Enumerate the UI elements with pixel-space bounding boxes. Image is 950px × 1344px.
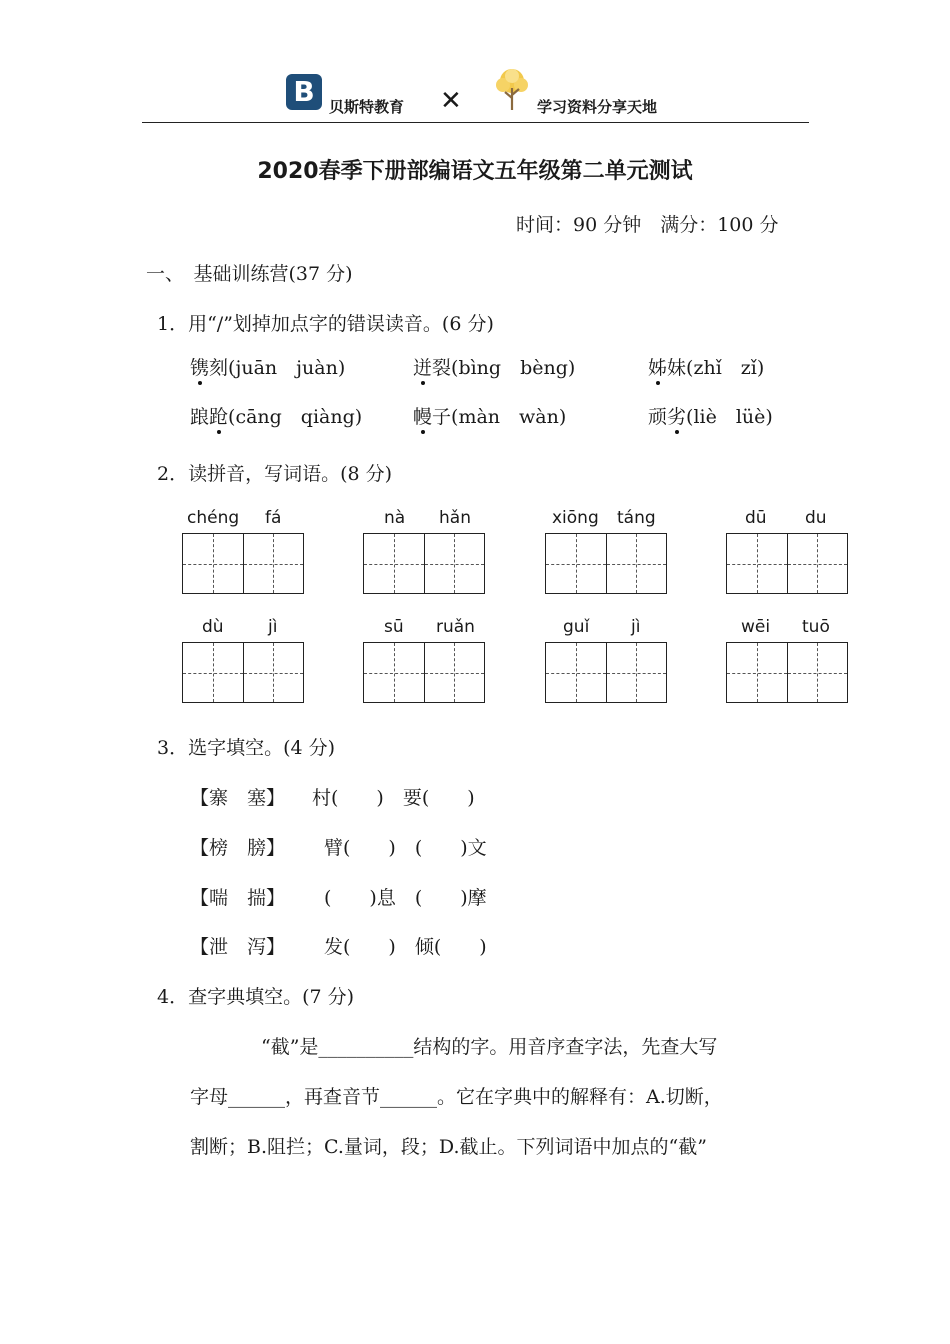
pinyin-label: táng xyxy=(617,508,656,528)
dotted-char: 姊 xyxy=(648,353,667,380)
pinyin-label: jì xyxy=(631,617,641,637)
cross-icon: ✕ xyxy=(440,86,462,116)
char-pair: 【喘 揣】 xyxy=(190,887,286,909)
word-char: 顽 xyxy=(648,406,668,428)
pinyin-label: jì xyxy=(268,617,278,637)
pinyin-label: sū xyxy=(384,617,404,637)
q1-item xyxy=(413,402,566,429)
section-heading: 一、 基础训练营(37 分) xyxy=(146,263,353,285)
pinyin-label: guǐ xyxy=(563,617,590,637)
char-pair: 【泄 泻】 xyxy=(190,936,286,958)
q1-item xyxy=(413,353,575,380)
dotted-char: 迸 xyxy=(413,353,432,380)
pinyin-label: chéng xyxy=(187,508,240,528)
word-char: 刻 xyxy=(209,357,229,379)
dotted-char: 劣 xyxy=(667,402,686,429)
q4-line: 字母______，再查音节______。它在字典中的解释有：A.切断， xyxy=(190,1086,723,1108)
q4-line: 割断；B.阻拦；C.量词，段；D.截止。下列词语中加点的“截” xyxy=(190,1136,707,1158)
tianzige-box[interactable] xyxy=(363,533,485,594)
pinyin-label: dù xyxy=(202,617,224,637)
char-pair: 【寨 塞】 xyxy=(190,787,286,809)
header-divider xyxy=(142,122,809,123)
q1-item xyxy=(648,402,773,429)
pinyin-options: (bìng bèng) xyxy=(451,357,576,379)
brand-right: 学习资料分享天地 xyxy=(537,98,658,116)
word-char: 裂 xyxy=(432,357,452,379)
dotted-char: 跄 xyxy=(209,402,228,429)
q4-line: “截”是__________结构的字。用音序查字法，先查大写 xyxy=(261,1036,718,1058)
pinyin-label: ruǎn xyxy=(436,617,475,637)
tree-logo-icon xyxy=(492,68,532,112)
page-title: 2020春季下册部编语文五年级第二单元测试 xyxy=(257,159,693,184)
dotted-char: 幔 xyxy=(413,402,432,429)
fill-blanks[interactable]: ( )息 ( )摩 xyxy=(324,887,487,909)
word-char: 踉 xyxy=(190,406,210,428)
q3-prompt: 3．选字填空。(4 分) xyxy=(157,737,336,759)
pinyin-label: wēi xyxy=(741,617,771,637)
pinyin-label: dū xyxy=(745,508,767,528)
q1-item xyxy=(190,353,345,380)
fill-blanks[interactable]: 臂( ) ( )文 xyxy=(324,837,487,859)
q2-prompt: 2．读拼音，写词语。(8 分) xyxy=(157,463,393,485)
dotted-char: 镌 xyxy=(190,353,209,380)
besite-logo: B xyxy=(286,74,322,110)
tianzige-box[interactable] xyxy=(545,533,667,594)
word-char: 妹 xyxy=(667,357,687,379)
exam-meta: 时间：90 分钟 满分：100 分 xyxy=(516,214,779,236)
pinyin-label: hǎn xyxy=(439,508,471,528)
brand-left: 贝斯特教育 xyxy=(329,98,405,116)
pinyin-label: du xyxy=(805,508,827,528)
tianzige-box[interactable] xyxy=(726,533,848,594)
pinyin-label: tuō xyxy=(802,617,830,637)
pinyin-options: (cāng qiàng) xyxy=(228,406,363,428)
tianzige-box[interactable] xyxy=(726,642,848,703)
q4-prompt: 4．查字典填空。(7 分) xyxy=(157,986,355,1008)
word-char: 子 xyxy=(432,406,452,428)
tianzige-box[interactable] xyxy=(363,642,485,703)
pinyin-label: xiōng xyxy=(552,508,599,528)
pinyin-options: (zhǐ zǐ) xyxy=(686,357,765,379)
char-pair: 【榜 膀】 xyxy=(190,837,286,859)
fill-blanks[interactable]: 发( ) 倾( ) xyxy=(324,936,487,958)
tianzige-box[interactable] xyxy=(545,642,667,703)
pinyin-options: (liè lüè) xyxy=(686,406,773,428)
pinyin-options: (màn wàn) xyxy=(451,406,567,428)
tianzige-box[interactable] xyxy=(182,533,304,594)
pinyin-options: (juān juàn) xyxy=(228,357,346,379)
q1-prompt: 1．用“/”划掉加点字的错误读音。(6 分) xyxy=(157,313,494,335)
fill-blanks[interactable]: 村( ) 要( ) xyxy=(312,787,475,809)
q1-item xyxy=(190,402,362,429)
q1-item xyxy=(648,353,764,380)
pinyin-label: fá xyxy=(265,508,282,528)
pinyin-label: nà xyxy=(384,508,406,528)
tianzige-box[interactable] xyxy=(182,642,304,703)
